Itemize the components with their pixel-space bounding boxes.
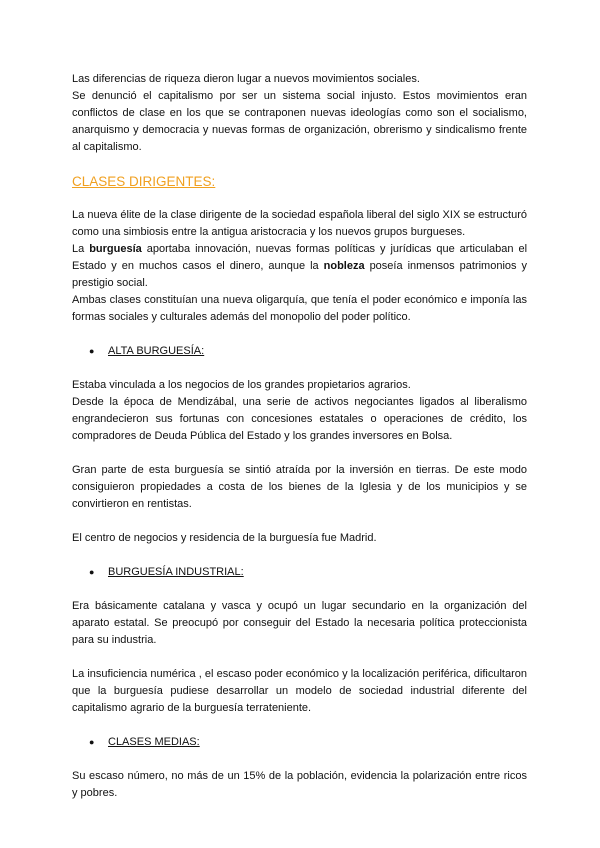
section-heading: CLASES DIRIGENTES: [72,174,216,189]
bullet-alta-burguesia [72,343,527,360]
bullet-icon: ● [89,737,95,747]
dirigentes-paragraph-3: Ambas clases constituían una nueva oligarquía, que tenía el poder económico e imponía las formas sociales y culturales además del monopolio del poder político. [72,294,527,323]
alta-paragraph-1: Estaba vinculada a los negocios de los grandes propietarios agrarios. [72,379,411,391]
bullet-label: BURGUESÍA INDUSTRIAL: [108,566,244,578]
alta-paragraph-3: Gran parte de esta burguesía se sintió atraída por la inversión en tierras. De este modo consiguieron propiedades a costa de los bienes de la Iglesia y de los municipios y se convirtieron en rentistas. [72,464,527,510]
bullet-label: ALTA BURGUESÍA: [108,345,205,357]
bullet-burguesia-industrial [72,564,527,581]
nobleza-bold: nobleza [323,260,365,272]
dirigentes-paragraph-2: La burguesía aportaba innovación, nuevas formas políticas y jurídicas que articulaban el Estado y en muchos casos el dinero, aunque la nobleza poseía inmensos patrimonios y prestigio social. [72,243,528,289]
alta-paragraph-4: El centro de negocios y residencia de la burguesía fue Madrid. [72,532,377,544]
industrial-paragraph-2: La insuficiencia numérica , el escaso poder económico y la localización periférica, dificultaron que la burguesía pudiese desarrollar un modelo de sociedad industrial diferente del capitalismo agrario de la burguesía terrateniente. [72,668,527,714]
alta-paragraph-2: Desde la época de Mendizábal, una serie de activos negociantes ligados al liberalismo engrandecieron sus fortunas con concesiones estatales o operaciones de crédito, los compradores de Deuda Pública del Estado y los grandes inversores en Bolsa. [72,396,527,442]
intro-paragraph: Se denunció el capitalismo por ser un sistema social injusto. Estos movimientos eran conflictos de clase en los que se contraponen nuevas ideologías como son el socialismo, anarquismo y democracia y nuevas formas de organización, obrerismo y sindicalismo frente al capitalismo. [72,90,527,153]
bullet-icon: ● [89,567,95,577]
intro-line: Las diferencias de riqueza dieron lugar a nuevos movimientos sociales. [72,73,420,85]
document-page [72,71,527,802]
bullet-clases-medias [72,734,527,751]
dirigentes-paragraph-1: La nueva élite de la clase dirigente de la sociedad española liberal del siglo XIX se estructuró como una simbiosis entre la antigua aristocracia y los nuevos grupos burgueses. [72,209,527,238]
medias-paragraph-1: Su escaso número, no más de un 15% de la población, evidencia la polarización entre ricos y pobres. [72,770,527,799]
bullet-icon: ● [89,346,95,356]
bullet-label: CLASES MEDIAS: [108,736,200,748]
industrial-paragraph-1: Era básicamente catalana y vasca y ocupó un lugar secundario en la organización del aparato estatal. Se preocupó por conseguir del Estado la necesaria política proteccionista para su industria. [72,600,527,646]
burguesia-bold: burguesía [89,243,142,255]
